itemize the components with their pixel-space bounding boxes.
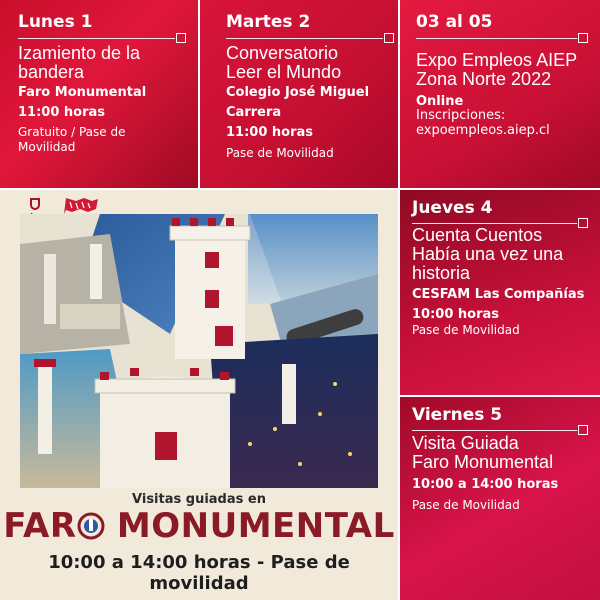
event-title-line-1: Conversatorio: [226, 43, 339, 63]
panel-martes: [200, 0, 398, 188]
event-mode: Online: [416, 94, 464, 109]
event-title-line-2: Faro Monumental: [412, 452, 554, 472]
event-time: 11:00 horas: [18, 105, 106, 120]
divider-line: [412, 223, 577, 224]
event-place: CESFAM Las Compañías: [412, 287, 585, 302]
emblem-icon: [77, 512, 105, 540]
event-title-line-2: bandera: [18, 62, 85, 82]
event-title-line-1: Expo Empleos AIEP: [416, 50, 578, 70]
event-note-line-2: Movilidad: [18, 140, 76, 154]
event-time: 11:00 horas: [226, 125, 314, 140]
square-icon: [384, 33, 394, 43]
poster-faro-monumental: [0, 190, 398, 600]
poster-caption: Visitas guiadas en: [132, 492, 266, 507]
day-label: Jueves 4: [412, 198, 493, 218]
event-title-line-2: Había una vez una: [412, 244, 564, 264]
event-place-line-1: Colegio José Miguel: [226, 85, 370, 100]
event-place: Faro Monumental: [18, 85, 147, 100]
square-icon: [578, 425, 588, 435]
panel-lunes: [0, 0, 198, 188]
day-label: Lunes 1: [18, 12, 93, 32]
event-place-line-2: Carrera: [226, 105, 282, 120]
day-label: Martes 2: [226, 12, 311, 32]
event-note: Pase de Movilidad: [412, 498, 520, 512]
flag-logo-icon: [62, 196, 100, 216]
event-title-line-1: Cuenta Cuentos: [412, 225, 543, 245]
event-note: Pase de Movilidad: [226, 146, 334, 160]
poster-subtitle: 10:00 a 14:00 horas - Pase de movilidad: [48, 552, 350, 594]
day-label: 03 al 05: [416, 12, 493, 32]
divider-line: [412, 430, 577, 431]
event-note: Pase de Movilidad: [412, 323, 520, 337]
event-time: 10:00 horas: [412, 307, 500, 322]
event-title-line-1: Visita Guiada: [412, 433, 519, 453]
event-note-line-1: Inscripciones:: [416, 108, 506, 123]
square-icon: [176, 33, 186, 43]
event-title-line-3: historia: [412, 263, 471, 283]
event-note-line-1: Gratuito / Pase de: [18, 125, 126, 139]
square-icon: [578, 218, 588, 228]
divider-line: [226, 38, 383, 39]
faro-collage-image: [20, 214, 378, 488]
event-title-line-1: Izamiento de la: [18, 43, 141, 63]
event-link[interactable]: expoempleos.aiep.cl: [416, 123, 550, 138]
divider-line: [416, 38, 577, 39]
divider-line: [18, 38, 175, 39]
poster-title-left: FAR: [3, 506, 77, 546]
shield-icon: [30, 198, 40, 210]
panel-viernes: [400, 397, 600, 600]
panel-jueves: [400, 190, 600, 395]
event-title-line-2: Zona Norte 2022: [416, 69, 552, 89]
square-icon: [578, 33, 588, 43]
day-label: Viernes 5: [412, 405, 503, 425]
event-title-line-2: Leer el Mundo: [226, 62, 342, 82]
panel-expo: [400, 0, 600, 188]
event-time: 10:00 a 14:00 horas: [412, 477, 559, 492]
poster-title: [0, 506, 398, 546]
poster-title-right: MONUMENTAL: [104, 506, 395, 546]
